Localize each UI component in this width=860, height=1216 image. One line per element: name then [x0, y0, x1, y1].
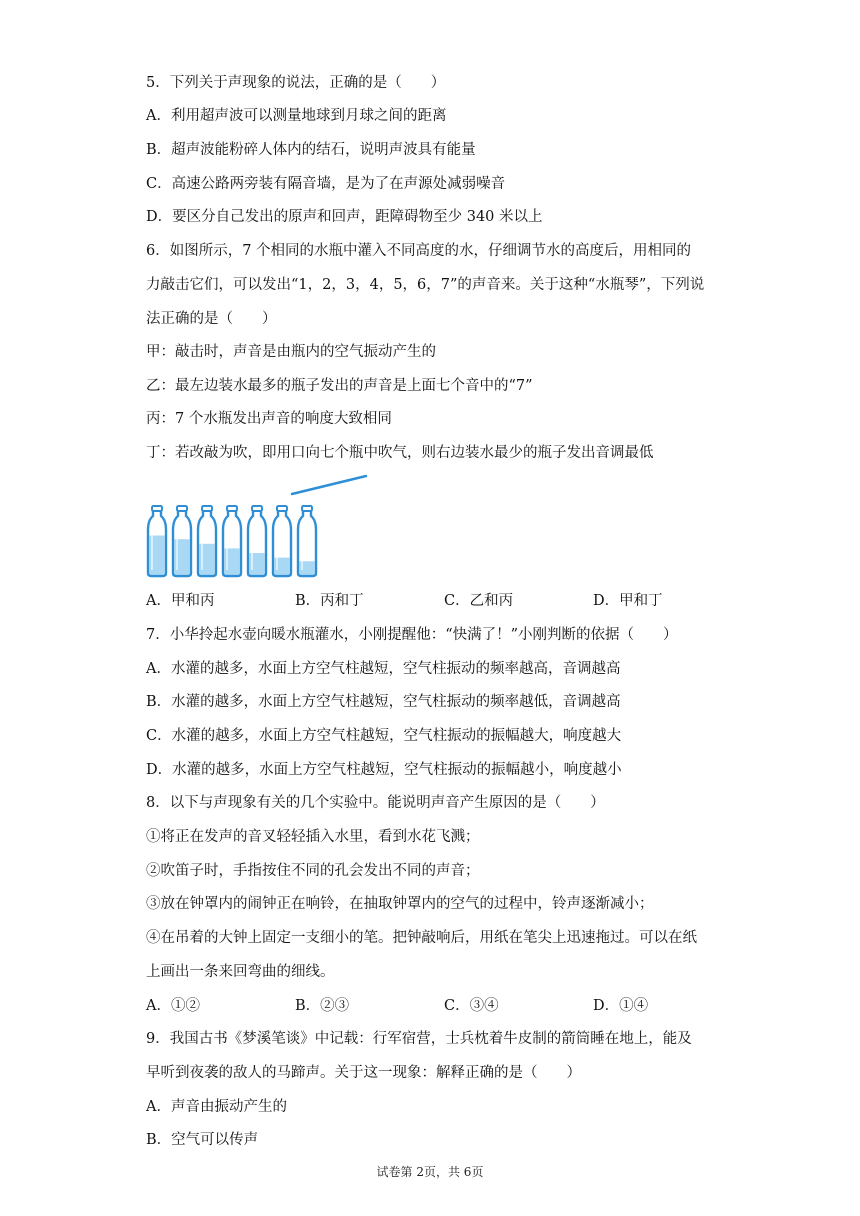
water-bottle-xylophone-figure — [140, 470, 380, 582]
q8-option-d: D．①④ — [593, 998, 649, 1014]
bottle-cap — [177, 506, 187, 511]
bottle-cap — [227, 506, 237, 511]
q7-option-a: A．水灌的越多，水面上方空气柱越短，空气柱振动的频率越高，音调越高 — [146, 661, 621, 677]
water-bottle — [298, 506, 316, 576]
striking-stick — [292, 476, 366, 494]
q8-option-b: B．②③ — [295, 998, 350, 1014]
q6-statement-yi: 乙：最左边装水最多的瓶子发出的声音是上面七个音中的“7” — [146, 378, 533, 394]
bottle-cap — [277, 506, 287, 511]
q8-option-c: C．③④ — [444, 998, 499, 1014]
q7-option-d: D．水灌的越多，水面上方空气柱越短，空气柱振动的振幅越小，响度越小 — [146, 762, 622, 778]
q5-option-a: A．利用超声波可以测量地球到月球之间的距离 — [146, 108, 447, 124]
q5-option-c: C．高速公路两旁装有隔音墙，是为了在声源处减弱噪音 — [146, 176, 506, 192]
water-bottle — [223, 506, 241, 576]
q9-option-a: A．声音由振动产生的 — [146, 1099, 287, 1115]
bottle-cap — [152, 506, 162, 511]
q5-option-b: B．超声波能粉碎人体内的结石，说明声波具有能量 — [146, 142, 476, 158]
page-footer: 试卷第 2页，共 6页 — [376, 1165, 484, 1179]
water-bottle — [198, 506, 216, 576]
q6-statement-jia: 甲：敲击时，声音是由瓶内的空气振动产生的 — [146, 344, 436, 360]
q6-stem-line3: 法正确的是（ ） — [146, 311, 277, 327]
q6-option-d: D．甲和丁 — [593, 593, 663, 609]
water-bottle — [173, 506, 191, 576]
q9-stem-line1: 9．我国古书《梦溪笔谈》中记载：行军宿营，士兵枕着牛皮制的箭筒睡在地上，能及 — [146, 1031, 692, 1047]
q8-item-4-line2: 上画出一条来回弯曲的细线。 — [146, 964, 335, 980]
q5-stem: 5．下列关于声现象的说法，正确的是（ ） — [146, 75, 446, 91]
q7-stem: 7．小华拎起水壶向暖水瓶灌水，小刚提醒他：“快满了！”小刚判断的依据（ ） — [146, 627, 678, 643]
q8-item-3: ③放在钟罩内的闹钟正在响铃，在抽取钟罩内的空气的过程中，铃声逐渐减小； — [146, 896, 654, 912]
water-bottle — [148, 506, 166, 576]
q6-statement-bing: 丙：7 个水瓶发出声音的响度大致相同 — [146, 411, 392, 427]
q6-option-b: B．丙和丁 — [295, 593, 364, 609]
q8-item-2: ②吹笛子时，手指按住不同的孔会发出不同的声音； — [146, 863, 480, 879]
q7-option-b: B．水灌的越多，水面上方空气柱越短，空气柱振动的频率越低，音调越高 — [146, 694, 621, 710]
q8-item-1: ①将正在发声的音叉轻轻插入水里，看到水花飞溅； — [146, 829, 480, 845]
water-bottle — [248, 506, 266, 576]
bottle-cap — [302, 506, 312, 511]
q7-option-c: C．水灌的越多，水面上方空气柱越短，空气柱振动的振幅越大，响度越大 — [146, 728, 622, 744]
q9-option-b: B．空气可以传声 — [146, 1132, 259, 1148]
q6-option-c: C．乙和丙 — [444, 593, 514, 609]
q6-statement-ding: 丁：若改敲为吹，即用口向七个瓶中吹气，则右边装水最少的瓶子发出音调最低 — [146, 445, 654, 461]
water-bottle — [273, 506, 291, 576]
q9-stem-line2: 早听到夜袭的敌人的马蹄声。关于这一现象：解释正确的是（ ） — [146, 1065, 581, 1081]
bottle-cap — [202, 506, 212, 511]
q8-option-a: A．①② — [146, 998, 200, 1014]
q5-option-d: D．要区分自己发出的原声和回声，距障碍物至少 340 米以上 — [146, 209, 543, 225]
bottle-cap — [252, 506, 262, 511]
q6-stem-line2: 力敲击它们，可以发出“1，2，3，4，5，6，7”的声音来。关于这种“水瓶琴”，下列说 — [146, 277, 705, 293]
q6-option-a: A．甲和丙 — [146, 593, 215, 609]
q6-stem-line1: 6．如图所示，7 个相同的水瓶中灌入不同高度的水，仔细调节水的高度后，用相同的 — [146, 243, 692, 259]
q8-item-4-line1: ④在吊着的大钟上固定一支细小的笔。把钟敲响后，用纸在笔尖上迅速拖过。可以在纸 — [146, 930, 697, 946]
q8-stem: 8．以下与声现象有关的几个实验中。能说明声音产生原因的是（ ） — [146, 795, 605, 811]
